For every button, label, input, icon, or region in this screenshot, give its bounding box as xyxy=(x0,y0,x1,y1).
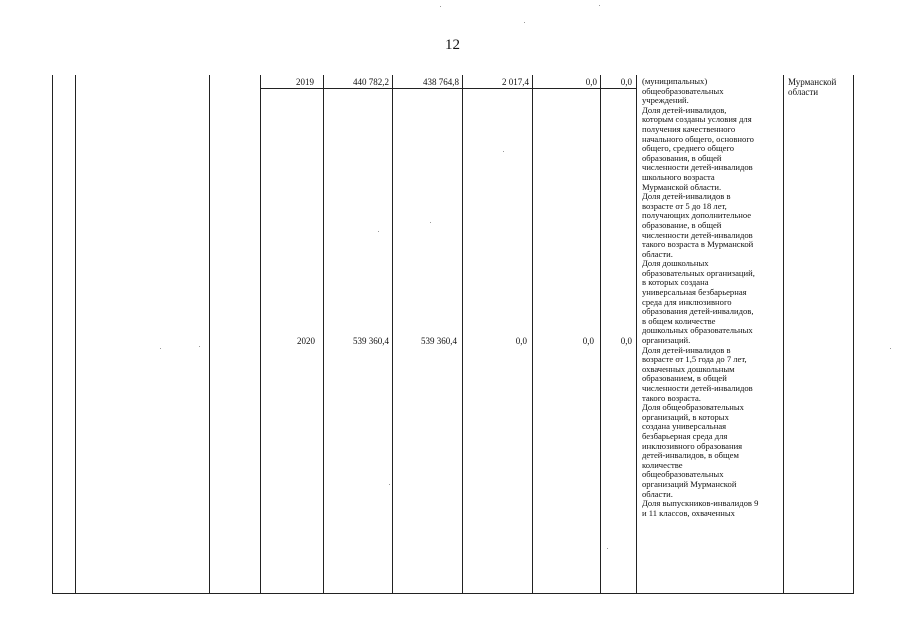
row-2019-col5: 0,0 xyxy=(620,77,632,87)
scan-speck xyxy=(199,346,200,347)
page-number: 12 xyxy=(445,37,460,53)
responsible-text: Мурманской области xyxy=(788,77,837,97)
row-2020-col4: 0,0 xyxy=(582,336,594,346)
table-divider-3 xyxy=(260,75,261,594)
row-2020-total: 539 360,4 xyxy=(353,336,389,346)
row-2019-total: 440 782,2 xyxy=(353,77,389,87)
row-2020-col5: 0,0 xyxy=(620,336,632,346)
scan-speck xyxy=(378,231,379,232)
row-2019-year: 2019 xyxy=(296,77,314,87)
table-border-bottom xyxy=(52,593,854,594)
scan-speck xyxy=(524,22,525,23)
row-2020-year: 2020 xyxy=(297,336,315,346)
row-2019-col2: 438 764,8 xyxy=(423,77,459,87)
scan-speck xyxy=(503,151,504,152)
scan-speck xyxy=(607,548,608,549)
scan-speck xyxy=(389,484,390,485)
table-divider-9 xyxy=(636,75,637,594)
indicators-text: (муниципальных) общеобразовательных учреждений. Доля детей-инвалидов, которым созданы условия для получения качественного начального общего, основного общего, среднего общего образования, в общей численности детей-инвалидов школьного возраста Мурманской области. Доля детей-инвалидов в возрасте от 5 до 18 лет, получающих дополнительное образование, в общей численности детей-инвалидов такого возраста в Мурманской области. Доля дошкольных образовательных организаций, в которых создана универсальная безбарьерная среда для инклюзивного образования детей-инвалидов, в общем количестве дошкольных образовательных организаций. Доля детей-инвалидов в возрасте от 1,5 года до 7 лет, охваченных дошкольным образованием, в общей численности детей-инвалидов такого возраста. Доля общеобразовательных организаций, в которых создана универсальная безбарьерная среда для инклюзивного образования детей-инвалидов, в общем количестве общеобразовательных организаций Мурманской области. Доля выпускников-инвалидов 9 и 11 классов, охваченных xyxy=(642,76,759,518)
table-divider-2 xyxy=(209,75,210,594)
scan-speck xyxy=(430,222,431,223)
scan-speck xyxy=(890,348,891,349)
table-divider-4 xyxy=(323,75,324,594)
table-border-right xyxy=(853,75,854,594)
table-divider-6 xyxy=(462,75,463,594)
scan-speck xyxy=(160,348,161,349)
table-divider-8 xyxy=(600,75,601,594)
table-divider-1 xyxy=(75,75,76,594)
table-divider-7 xyxy=(532,75,533,594)
row-separator xyxy=(260,88,636,89)
scan-speck xyxy=(599,5,600,6)
table-divider-5 xyxy=(392,75,393,594)
row-2020-col3: 0,0 xyxy=(515,336,527,346)
scan-speck xyxy=(440,6,441,7)
row-2020-col2: 539 360,4 xyxy=(421,336,457,346)
table-border-left xyxy=(52,75,53,594)
row-2019-col4: 0,0 xyxy=(585,77,597,87)
row-2019-col3: 2 017,4 xyxy=(502,77,529,87)
